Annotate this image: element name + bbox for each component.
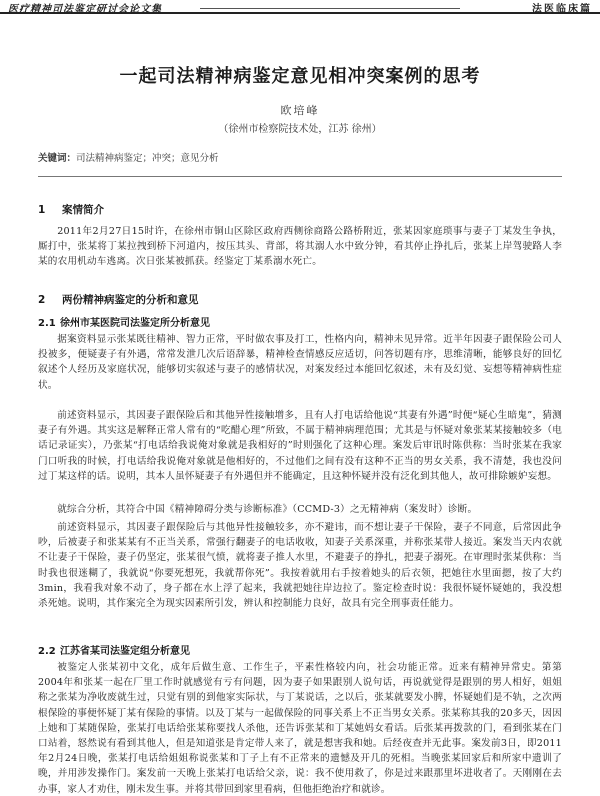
section-heading-1 bbox=[38, 202, 104, 217]
subsection-2-1-paragraph-4: 前述资料显示，其因妻子跟保险后与其他异性接触较多，亦不避讳，而不想让妻子干保险，妻子不同意，后常因此争吵，后被妻子和张某某有不正当关系，常强行翻妻子的电话收收，知妻子关系深重，并称张某带人接近。案发当天内农就不让妻子干保险，妻子仍坚定，张某很气愤，就将妻子推人水里，不避妻子的挣扎，把妻子溺死。在审理时张某供称：当时我也很迷糊了，我就说“你要死想死，我就帮你死”。我按着就用右手按着她头的后衣领，把她往水里面摁，按了大约3min，我看我对象不动了，身子都在水上浮了起来，我就把她往岸边拉了。鉴定检查时说：我很怀疑怀疑她的，我没想杀死她。说明，其作案完全为现实因素所引发，辨认和控制能力良好，故具有完全刑事责任能力。 bbox=[38, 522, 562, 610]
subsection-title: 徐州市某医院司法鉴定所分析意见 bbox=[60, 318, 210, 329]
article-title: 一起司法精神病鉴定意见相冲突案例的思考 bbox=[119, 66, 481, 87]
subsection-number: 2.2 bbox=[38, 646, 56, 657]
running-header-left: 医疗精神司法鉴定研讨会论文集 bbox=[8, 4, 162, 15]
running-header-right: 法医临床篇 bbox=[532, 4, 592, 15]
subsection-2-2-paragraph-1: 被鉴定人张某初中文化，成年后做生意、工作生子，平素性格较内向，社会功能正常。近来有精神异常史。第第2004年和张某一起在厂里工作时就感觉有亏有问题，因为妻子如果跟别人说句话，再说就觉得是跟别的男人相好，姐姐称之张某为净收废就生过，只觉有别的到他家实际状，与丁某说话，之以后，张某就要发小脾，怀疑她们是不轨，之次两根保险的事便怀疑丁某有保险的事情。以及丁某与一起做保险的同事关系上不正当男女关系。张某称其我的20多天，因因上她和丁某随保险，张某打电话给张某称要找人杀他，还告诉张某和丁某她妈女看话。后张某再拨款的门，看到张某在门口站着，怒然说有看到其他人，但是知道张是肯定带人来了，就是想害我和她。后经夜查并无此事。案发前3日，即2011年2月24日晚，张某打电话给姐姐称说张某和丁子上有不正常来的遗憾及开几的死相。当晚张某回家后和所家中遗训了晚，并用涉发操作门。案发前一天晚上张某打电话给父亲，说：我不使用救了，你是过来跟那里坏进收者了。天刚刚在去办事，家人才劝住，刚未发生事。并将其带回到家里看病，但他拒绝治疗和就诊。 bbox=[38, 662, 562, 795]
running-header bbox=[0, 0, 600, 14]
subsection-2-1-paragraph-1: 据案资料显示张某既往精神、智力正常，平时做农事及打工，性格内向，精神未见异常。近半年因妻子跟保险公司人投被多，便疑妻子有外遇，常常发泄几次后语辞暴，精神检查情感反应适切，问答切题有序，思维清晰，能够良好的回忆叙述个人经历及家庭状况，能够切实叙述与妻子的感情状况，对案发经过本能回忆叙述，未有及幻觉、妄想等精神病性症状。 bbox=[38, 334, 562, 391]
running-header-rule bbox=[200, 8, 460, 9]
subsection-heading-2-1 bbox=[38, 314, 210, 329]
section-number: 2 bbox=[38, 294, 46, 306]
section-title: 案情简介 bbox=[62, 204, 104, 216]
section-title: 两份精神病鉴定的分析和意见 bbox=[62, 294, 199, 306]
keywords-label: 关键词： bbox=[38, 153, 77, 164]
keywords-line bbox=[38, 150, 219, 164]
keywords-divider bbox=[38, 176, 562, 177]
subsection-number: 2.1 bbox=[38, 318, 56, 329]
section-heading-2 bbox=[38, 292, 199, 307]
subsection-2-1-paragraph-3: 就综合分析，其符合中国《精神障碍分类与诊断标准》（CCMD-3）之无精神病（案发时）诊断。 bbox=[57, 504, 478, 515]
subsection-2-1-paragraph-2: 前述资料显示，其因妻子跟保险后和其他异性接触增多，且有人打电话给他说“其妻有外遇”时便“疑心生暗鬼”，猜测妻子有外遇。其实这是解释正常人常有的“吃醋心理”所致，不属于精神病理范围；尤其是与怀疑对象张某某接触较多（电话记录证实），乃张某“打电话给我说俺对象就是我相好的”时则强化了这种心理。案发后审讯时陈供称：当时张某在我家门口听我的时候，打电话给我说俺对象就是他相好的，不过他们之间有没有这种不正当的男女关系，我不清楚，我也没问过丁某这样的话。说明，其本人虽怀疑妻子有外遇但并不能确定，且这种怀疑并没有泛化到其他人，故可排除嫉妒妄想。 bbox=[38, 410, 562, 482]
section-number: 1 bbox=[38, 204, 46, 216]
subsection-title: 江苏省某司法鉴定组分析意见 bbox=[60, 646, 190, 657]
keywords-text: 司法精神病鉴定；冲突；意见分析 bbox=[76, 153, 219, 164]
subsection-heading-2-2 bbox=[38, 642, 190, 657]
section-1-paragraph: 2011年2月27日15时许，在徐州市铜山区除区政府西侧徐商路公路桥附近，张某因家庭琐事与妻子丁某发生争执，厮打中，张某将丁某拉拽到桥下河道内，按压其头、背部，将其溺人水中致分钟，看其停止挣扎后，张某上岸驾驶路人李某的农用机动车逃离。次日张某被抓获。经鉴定丁某系溺水死亡。 bbox=[38, 226, 562, 268]
article-author: 欧培峰 bbox=[280, 104, 320, 117]
article-affiliation: （徐州市检察院技术处，江苏 徐州） bbox=[218, 124, 382, 135]
